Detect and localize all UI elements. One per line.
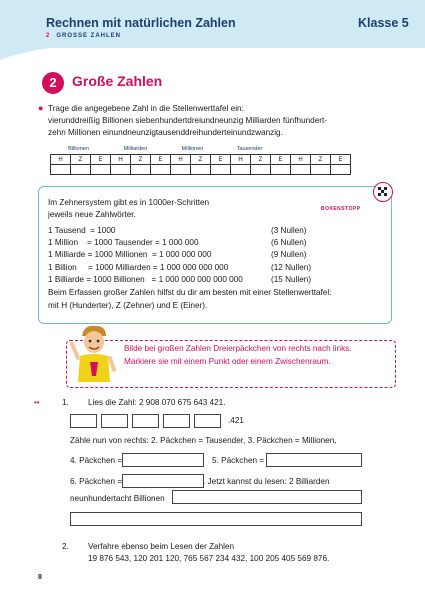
pv-blank[interactable]	[151, 165, 171, 175]
pv-cell[interactable]: E	[151, 155, 171, 165]
pv-cell[interactable]: Z	[131, 155, 151, 165]
pv-cell[interactable]: E	[211, 155, 231, 165]
pv-cell[interactable]: Z	[71, 155, 91, 165]
box-intro-1: Im Zehnersystem gibt es in 1000er-Schritten	[48, 198, 210, 207]
section-subtitle	[46, 33, 121, 39]
page-number: 8	[38, 574, 42, 581]
box-row-right: (3 Nullen)	[271, 226, 307, 235]
difficulty-dots: ••	[34, 398, 40, 407]
package-6-label: 6. Päckchen =	[70, 477, 123, 486]
pv-cell[interactable]: Z	[191, 155, 211, 165]
package-6-field[interactable]	[122, 474, 204, 488]
pv-blank[interactable]	[231, 165, 251, 175]
answer-field[interactable]	[194, 414, 221, 428]
pv-cell[interactable]: H	[231, 155, 251, 165]
exercise-number: 1.	[62, 398, 69, 407]
pv-blank[interactable]	[111, 165, 131, 175]
box-row-left: 1 Billiarde = 1000 Billionen = 1 000 000 000 000 000	[48, 275, 243, 284]
reading-field[interactable]	[70, 512, 362, 526]
pv-blank[interactable]	[91, 165, 111, 175]
number-tail: .421	[228, 416, 244, 425]
pv-blank[interactable]	[71, 165, 91, 175]
box-row-left: 1 Billion = 1000 Milliarden = 1 000 000 000 000	[48, 263, 229, 272]
checkered-flag-icon	[373, 182, 393, 202]
bullet-icon: ●	[38, 103, 44, 113]
reading-start: neunhundertacht Billionen	[70, 494, 165, 503]
section-label: GROSSE ZAHLEN	[56, 33, 122, 39]
section-number: 2	[46, 33, 51, 39]
group-label: Milliarden	[123, 146, 148, 152]
pv-cell[interactable]: Z	[251, 155, 271, 165]
pv-cell[interactable]: H	[291, 155, 311, 165]
exercise-prompt: Lies die Zahl: 2 908 070 675 643 421.	[88, 398, 226, 407]
exercise-prompt: Verfahre ebenso beim Lesen der Zahlen	[88, 542, 235, 551]
pv-blank[interactable]	[51, 165, 71, 175]
task-line-1: Trage die angegebene Zahl in die Stellenwerttafel ein:	[48, 104, 244, 113]
box-row-left: 1 Million = 1000 Tausender = 1 000 000	[48, 238, 199, 247]
box-intro-2: jeweils neue Zahlwörter.	[48, 210, 136, 219]
count-instruction: Zähle nun von rechts: 2. Päckchen = Tausender, 3. Päckchen = Millionen,	[70, 436, 337, 445]
group-label: Millionen	[181, 146, 204, 152]
chapter-number-badge: 2	[42, 72, 64, 94]
pv-blank[interactable]	[331, 165, 351, 175]
group-label: Tausender	[236, 146, 263, 152]
box-row-left: 1 Tausend = 1000	[48, 226, 116, 235]
package-4-label: 4. Päckchen =	[70, 456, 123, 465]
pv-cell[interactable]: Z	[311, 155, 331, 165]
box-row-right: (6 Nullen)	[271, 238, 307, 247]
task-line-2: vierunddreißig Billionen siebenhundertdreiundneunzig Milliarden fünfhundert-	[48, 116, 328, 125]
mascot-icon	[70, 322, 118, 392]
reading-field[interactable]	[172, 490, 362, 504]
pv-blank[interactable]	[191, 165, 211, 175]
pv-blank[interactable]	[291, 165, 311, 175]
box-row-right: (12 Nullen)	[271, 263, 312, 272]
page-title: Rechnen mit natürlichen Zahlen	[46, 16, 236, 30]
place-value-table	[50, 154, 351, 175]
pv-cell[interactable]: E	[271, 155, 291, 165]
pv-cell[interactable]: H	[111, 155, 131, 165]
box-row-right: (15 Nullen)	[271, 275, 312, 284]
pv-blank[interactable]	[271, 165, 291, 175]
pv-cell[interactable]: E	[331, 155, 351, 165]
pv-cell[interactable]: E	[91, 155, 111, 165]
box-label: BOXENSTOPP	[321, 206, 361, 212]
pv-cell[interactable]: H	[51, 155, 71, 165]
answer-field[interactable]	[132, 414, 159, 428]
pv-cell[interactable]: H	[171, 155, 191, 165]
tip-line-1: Bilde bei großen Zahlen Dreierpäckchen von rechts nach links.	[124, 344, 352, 353]
pv-blank[interactable]	[211, 165, 231, 175]
package-5-field[interactable]	[266, 453, 362, 467]
box-row-left: 1 Milliarde = 1000 Millionen = 1 000 000 000	[48, 250, 212, 259]
tip-line-2: Markiere sie mit einem Punkt oder einem Zwischenraum.	[124, 357, 331, 366]
answer-field[interactable]	[101, 414, 128, 428]
box-outro-1: Beim Erfassen großer Zahlen hilfst du dir am besten mit einer Stellenwerttafel:	[48, 288, 332, 297]
grade-label: Klasse 5	[358, 16, 409, 30]
package-4-field[interactable]	[122, 453, 204, 467]
task-line-3: zehn Millionen einundneunzigtausenddreihunderteinundzwanzig.	[48, 128, 283, 137]
package-5-label: 5. Päckchen =	[212, 456, 265, 465]
answer-field[interactable]	[163, 414, 190, 428]
pv-blank[interactable]	[171, 165, 191, 175]
pv-blank[interactable]	[311, 165, 331, 175]
group-label: Billionen	[68, 146, 89, 152]
answer-field[interactable]	[70, 414, 97, 428]
exercise-numbers: 19 876 543, 120 201 120, 765 567 234 432, 100 205 405 569 876.	[88, 554, 330, 563]
pv-blank[interactable]	[131, 165, 151, 175]
header-curve	[0, 34, 425, 74]
chapter-title: Große Zahlen	[72, 73, 163, 89]
exercise-number: 2.	[62, 542, 69, 551]
pv-blank[interactable]	[251, 165, 271, 175]
box-row-right: (9 Nullen)	[271, 250, 307, 259]
package-6-tail: . Jetzt kannst du lesen: 2 Billiarden	[203, 477, 330, 486]
box-outro-2: mit H (Hunderter), Z (Zehner) und E (Einer).	[48, 301, 208, 310]
